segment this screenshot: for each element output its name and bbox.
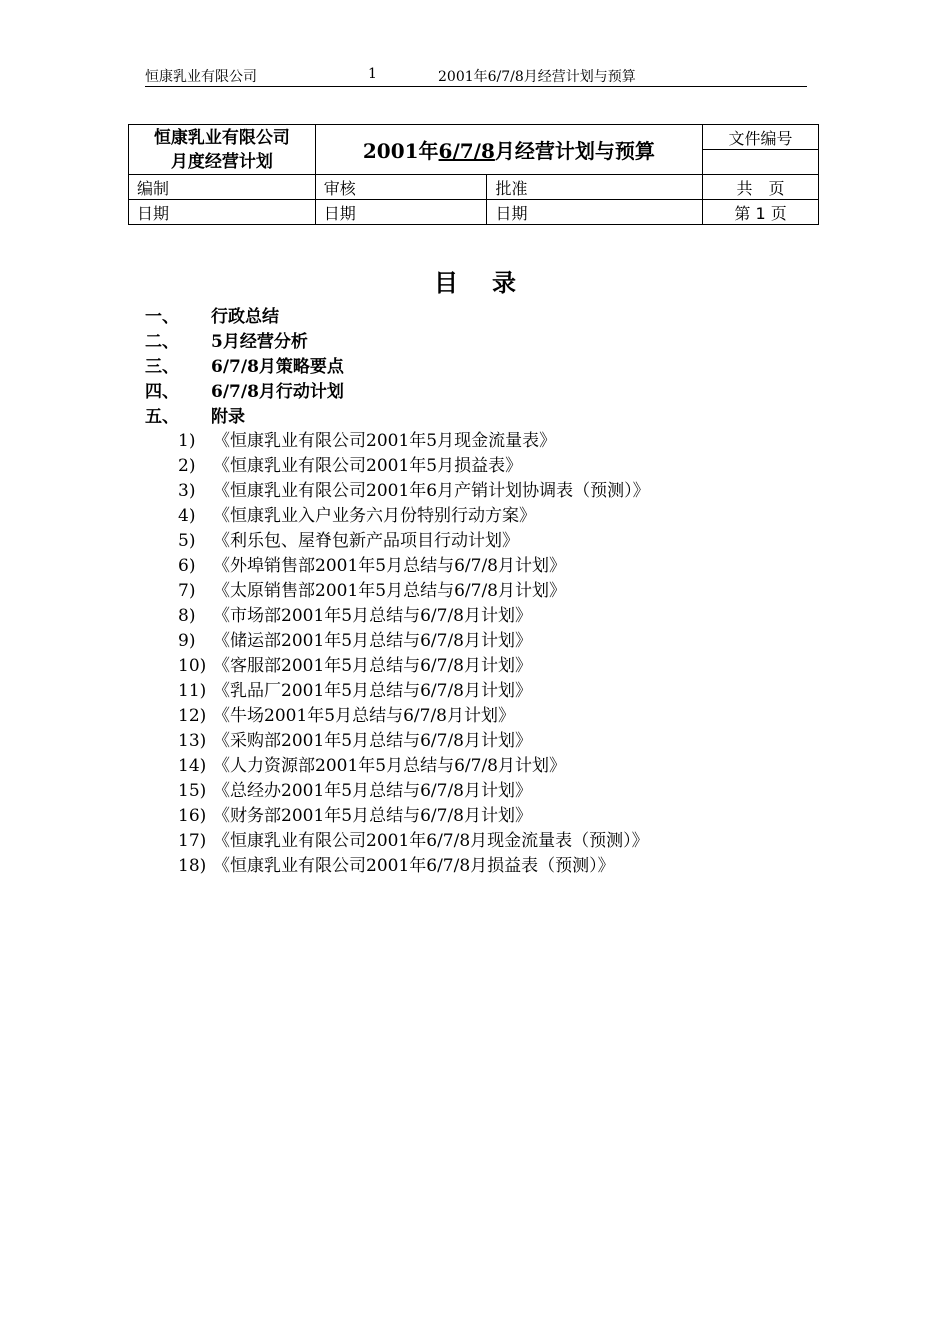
appendix-item: 12) 《牛场2001年5月总结与6/7/8月计划》 (178, 706, 515, 726)
appendix-item: 1) 《恒康乳业有限公司2001年5月现金流量表》 (178, 431, 557, 451)
page-header (145, 66, 807, 87)
toc-title: 目录 (434, 268, 550, 297)
header-page-number: 1 (368, 66, 377, 82)
plan-type: 月度经营计划 (170, 151, 273, 172)
appendix-item: 7) 《太原销售部2001年5月总结与6/7/8月计划》 (178, 581, 566, 601)
date-reviewed: 日期 (315, 200, 487, 225)
appendix-item: 10) 《客服部2001年5月总结与6/7/8月计划》 (178, 656, 532, 676)
appendix-item: 6) 《外埠销售部2001年5月总结与6/7/8月计划》 (178, 556, 566, 576)
date-approved: 日期 (487, 200, 703, 225)
appendix-item: 2) 《恒康乳业有限公司2001年5月损益表》 (178, 456, 523, 476)
document-info-table (128, 124, 819, 225)
appendix-item: 18) 《恒康乳业有限公司2001年6/7/8月损益表（预测）》 (178, 856, 615, 876)
prepared-by: 编制 (129, 175, 316, 200)
page-of: 第 1 页 (703, 200, 819, 225)
company-cell (129, 125, 316, 175)
approved-by: 批准 (487, 175, 703, 200)
reviewed-by: 审核 (315, 175, 487, 200)
doc-number-label: 文件编号 (703, 125, 819, 150)
date-prepared: 日期 (129, 200, 316, 225)
toc-section: 三、 6/7/8月策略要点 (145, 357, 344, 377)
appendix-item: 16) 《财务部2001年5月总结与6/7/8月计划》 (178, 806, 532, 826)
toc-section: 一、 行政总结 (145, 307, 279, 327)
appendix-item: 13) 《采购部2001年5月总结与6/7/8月计划》 (178, 731, 532, 751)
company-name: 恒康乳业有限公司 (153, 127, 290, 148)
appendix-item: 15) 《总经办2001年5月总结与6/7/8月计划》 (178, 781, 532, 801)
toc-section: 四、 6/7/8月行动计划 (145, 382, 344, 402)
toc-section: 二、 5月经营分析 (145, 332, 308, 352)
appendix-item: 3) 《恒康乳业有限公司2001年6月产销计划协调表（预测）》 (178, 481, 650, 501)
appendix-item: 9) 《储运部2001年5月总结与6/7/8月计划》 (178, 631, 532, 651)
appendix-item: 8) 《市场部2001年5月总结与6/7/8月计划》 (178, 606, 532, 626)
appendix-item: 17) 《恒康乳业有限公司2001年6/7/8月现金流量表（预测）》 (178, 831, 649, 851)
doc-number-value (703, 150, 819, 175)
appendix-item: 11) 《乳品厂2001年5月总结与6/7/8月计划》 (178, 681, 532, 701)
document-title: 2001年6/7/8月经营计划与预算 (315, 125, 702, 175)
appendix-item: 4) 《恒康乳业入户业务六月份特别行动方案》 (178, 506, 536, 526)
header-company: 恒康乳业有限公司 (145, 69, 257, 85)
title-months: 6/7/8 (438, 139, 495, 163)
appendix-item: 14) 《人力资源部2001年5月总结与6/7/8月计划》 (178, 756, 566, 776)
total-pages: 共 页 (703, 175, 819, 200)
header-doc-title: 2001年6/7/8月经营计划与预算 (438, 69, 636, 85)
appendix-item: 5) 《利乐包、屋脊包新产品项目行动计划》 (178, 531, 519, 551)
toc-section: 五、 附录 (145, 407, 245, 427)
